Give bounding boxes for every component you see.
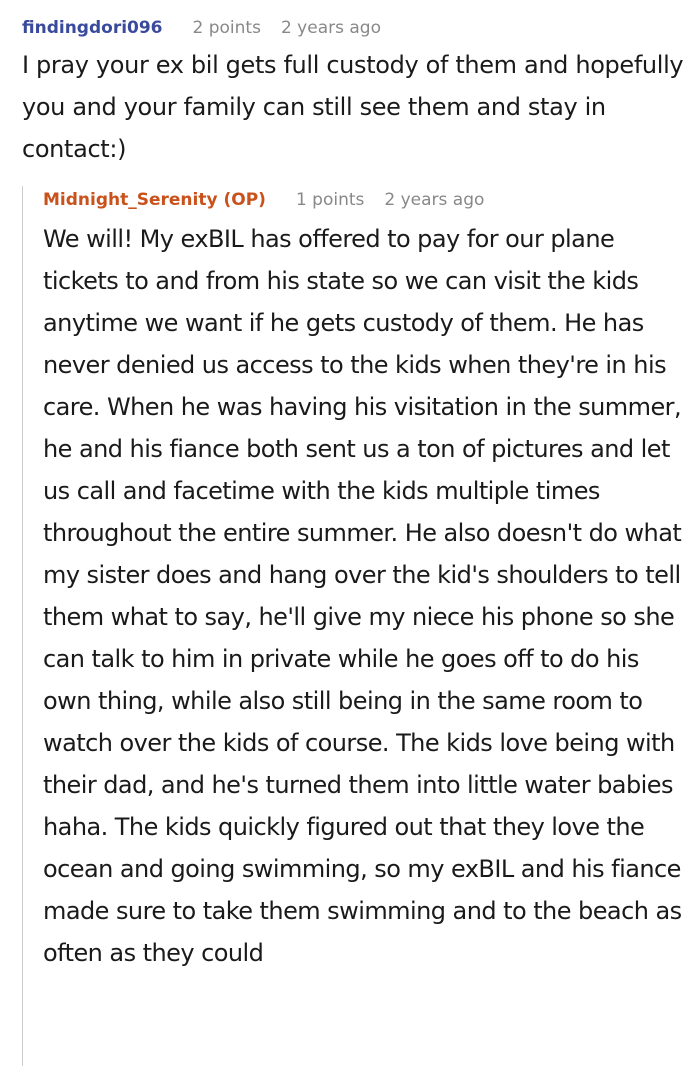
comment-points: 2 points	[192, 18, 261, 38]
thread-line[interactable]	[22, 186, 23, 1066]
reply-text: We will! My exBIL has offered to pay for our plane tickets to and from his state so we can visit the kids anytime we want if he gets custody of them. He has never denied us access to the kids when they're in his care. When he was having his visitation in the summer, he and his fiance both sent us a ton of pictures and let us call and facetime with the kids multiple times throughout the entire summer. He also doesn't do what my sister does and hang over the kid's shoulders to tell them what to say, he'll give my niece his phone so she can talk to him in private while he goes off to do his own thing, while also still being in the same room to watch over the kids of course. The kids love being with their dad, and he's turned them into little water babies haha. The kids quickly figured out that they love the ocean and going swimming, so my exBIL and his fiance made sure to take them swimming and to the beach as often as they could	[43, 225, 682, 967]
comment-username[interactable]: findingdori096	[22, 18, 163, 38]
comment-text: I pray your ex bil gets full custody of them and hopefully you and your family can still see them and stay in contact:)	[22, 51, 684, 163]
comment	[22, 18, 692, 170]
reply-username[interactable]: Midnight_Serenity (OP)	[43, 190, 266, 210]
comment-meta	[22, 18, 692, 44]
reply-points: 1 points	[295, 190, 365, 210]
reply-age: 2 years ago	[384, 190, 485, 210]
reply-comment	[43, 190, 688, 974]
comment-age: 2 years ago	[280, 18, 381, 38]
reply-thread	[22, 186, 692, 1066]
reply-meta	[43, 190, 688, 216]
